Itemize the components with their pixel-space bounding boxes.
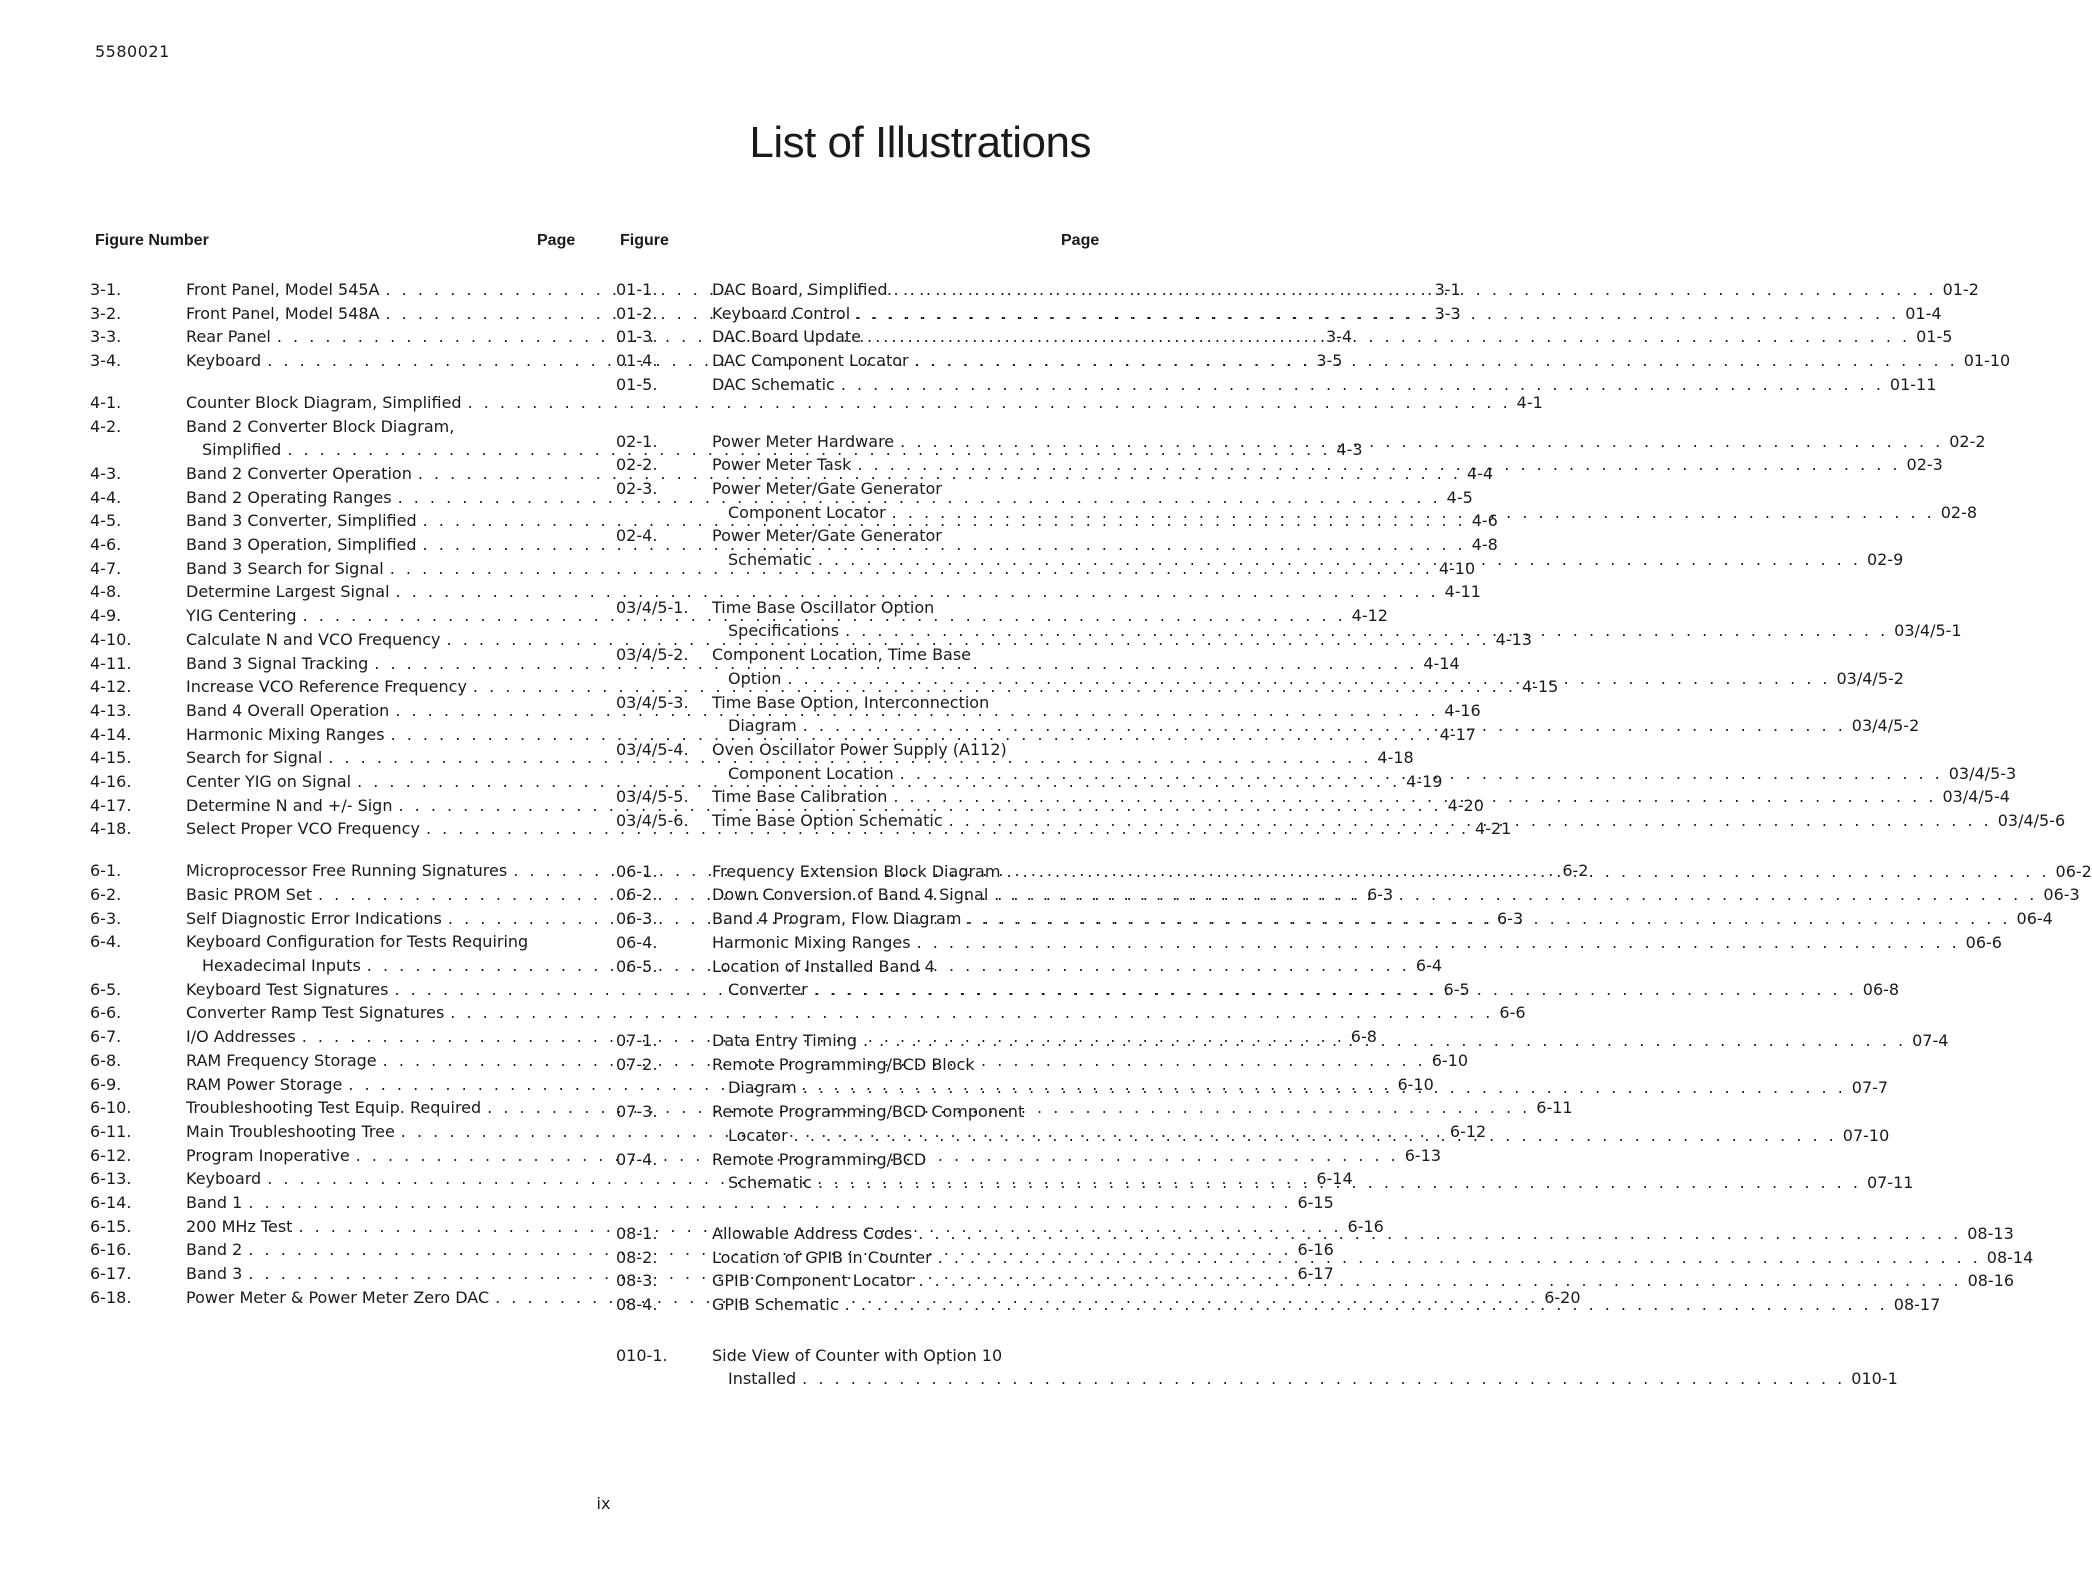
figure-entry bbox=[616, 883, 2080, 907]
figure-number: 06-4. bbox=[616, 932, 658, 952]
figure-number: 3-2. bbox=[90, 303, 122, 323]
figure-title: Band 2 Operating Ranges bbox=[186, 487, 392, 507]
figure-entry bbox=[616, 860, 2092, 884]
figure-title: Data Entry Timing bbox=[712, 1030, 857, 1050]
entry-line bbox=[616, 477, 1098, 501]
figure-page: 6-20 bbox=[1544, 1287, 1581, 1307]
figure-number: 4-6. bbox=[90, 535, 122, 555]
figure-page: 4-17 bbox=[1439, 724, 1476, 744]
entry-line bbox=[616, 1148, 1098, 1172]
entry-line bbox=[90, 1191, 1334, 1215]
entry-line bbox=[616, 907, 2053, 931]
entry-line bbox=[616, 643, 1098, 667]
figure-number: 4-2. bbox=[90, 416, 122, 436]
figure-title: Keyboard bbox=[186, 351, 262, 371]
figure-title: Band 2 Converter Operation bbox=[186, 463, 412, 483]
figure-number: 08-4. bbox=[616, 1295, 658, 1315]
figure-title: Band 3 bbox=[186, 1264, 243, 1284]
figure-title: Specifications bbox=[728, 621, 840, 641]
figure-page: 4-21 bbox=[1475, 819, 1512, 839]
figure-number: 03/4/5-5. bbox=[616, 787, 689, 807]
figure-number: 06-1. bbox=[616, 861, 658, 881]
figure-page: 4-18 bbox=[1377, 748, 1414, 768]
figure-page: 08-13 bbox=[1967, 1223, 2014, 1243]
figure-title: Remote Programming/BCD Block bbox=[712, 1054, 975, 1074]
figure-title: Program Inoperative bbox=[186, 1145, 350, 1165]
figure-title: Component Location, Time Base bbox=[712, 645, 972, 665]
figure-title: Option bbox=[728, 668, 782, 688]
figure-page: 6-13 bbox=[1404, 1145, 1442, 1165]
entry-line bbox=[616, 691, 1098, 715]
figure-title: DAC Schematic bbox=[712, 374, 835, 394]
figure-number: 6-14. bbox=[90, 1193, 132, 1213]
figure-number: 4-18. bbox=[90, 819, 132, 839]
figure-page: 07-4 bbox=[1912, 1030, 1949, 1050]
dot-leader bbox=[949, 809, 1992, 833]
entry-line bbox=[616, 738, 1098, 762]
figure-page: 02-2 bbox=[1949, 431, 1986, 451]
figure-title: Harmonic Mixing Ranges bbox=[186, 724, 385, 744]
dot-leader bbox=[1006, 860, 2049, 884]
figure-page: 08-14 bbox=[1986, 1247, 2034, 1267]
dot-leader bbox=[818, 1171, 1861, 1195]
figure-number: 07-1. bbox=[616, 1030, 658, 1050]
figure-page: 4-14 bbox=[1423, 653, 1460, 673]
figure-title: Harmonic Mixing Ranges bbox=[712, 932, 911, 952]
figure-page: 6-3 bbox=[1496, 908, 1524, 928]
figure-group bbox=[616, 860, 2092, 1002]
figure-title: Time Base Option Schematic bbox=[712, 811, 943, 831]
figure-title: Keyboard Test Signatures bbox=[186, 979, 389, 999]
figure-page: 6-3 bbox=[1367, 884, 1394, 904]
figure-page: 4-5 bbox=[1446, 487, 1473, 507]
figure-title: Simplified bbox=[202, 440, 282, 460]
figure-number: 4-14. bbox=[90, 724, 132, 744]
figure-page: 6-10 bbox=[1431, 1050, 1469, 1070]
figure-number: 02-3. bbox=[616, 478, 658, 498]
figure-page: 03/4/5-4 bbox=[1942, 787, 2010, 807]
figure-title: Allowable Address Codes bbox=[712, 1223, 913, 1243]
figure-number: 02-2. bbox=[616, 455, 658, 475]
figure-number: 6-18. bbox=[90, 1287, 132, 1307]
figure-title: Band 4 Overall Operation bbox=[186, 700, 390, 720]
figure-title: RAM Frequency Storage bbox=[186, 1050, 377, 1070]
figure-title: Select Proper VCO Frequency bbox=[186, 819, 420, 839]
dot-leader bbox=[967, 907, 2010, 931]
figure-page: 4-15 bbox=[1522, 677, 1559, 697]
figure-title: Basic PROM Set bbox=[186, 884, 312, 904]
figure-entry bbox=[616, 373, 1937, 397]
figure-title: Microprocessor Free Running Signatures bbox=[186, 861, 508, 881]
figure-title: Power Meter Task bbox=[712, 455, 852, 475]
entry-line bbox=[616, 596, 1098, 620]
figure-title: Side View of Counter with Option 10 bbox=[712, 1345, 1003, 1365]
figure-title: DAC Board Update bbox=[712, 327, 862, 347]
dot-leader bbox=[814, 978, 1857, 1002]
figure-page: 6-5 bbox=[1443, 979, 1470, 999]
dot-leader bbox=[917, 931, 1960, 955]
figure-page: 6-15 bbox=[1297, 1193, 1334, 1213]
figure-title: Converter bbox=[728, 980, 808, 1000]
figure-page: 03/4/5-2 bbox=[1836, 668, 1904, 688]
figure-page: 6-16 bbox=[1297, 1240, 1334, 1260]
figure-title: Keyboard Configuration for Tests Requiring bbox=[186, 932, 529, 952]
figure-number: 03/4/5-2. bbox=[616, 645, 689, 665]
figure-number: 6-7. bbox=[90, 1027, 122, 1047]
figure-page: 06-3 bbox=[2043, 885, 2080, 905]
figure-page: 01-2 bbox=[1942, 280, 1979, 299]
entry-line bbox=[616, 1053, 1098, 1077]
figure-entry bbox=[90, 580, 1481, 604]
dot-leader bbox=[803, 714, 1846, 738]
figure-title: Location of Installed Band 4 bbox=[712, 956, 935, 976]
entry-line bbox=[616, 883, 2080, 907]
figure-page: 3-1 bbox=[1434, 280, 1461, 299]
dot-leader bbox=[994, 883, 2037, 907]
figure-title: Converter Ramp Test Signatures bbox=[186, 1003, 445, 1023]
figure-page: 4-13 bbox=[1495, 629, 1532, 649]
figure-title: Power Meter & Power Meter Zero DAC bbox=[186, 1287, 490, 1307]
figure-number: 6-3. bbox=[90, 908, 122, 928]
figure-title: Remote Programming/BCD Component bbox=[712, 1102, 1025, 1122]
figure-number: 01-2. bbox=[616, 303, 658, 323]
figure-number: 3-4. bbox=[90, 351, 122, 371]
figure-number: 4-7. bbox=[90, 558, 122, 578]
figure-page: 4-11 bbox=[1444, 582, 1481, 602]
figure-page: 01-11 bbox=[1889, 374, 1937, 394]
figure-page: 6-4 bbox=[1415, 955, 1443, 975]
figure-title: Locator bbox=[728, 1125, 788, 1145]
figure-number: 6-6. bbox=[90, 1003, 122, 1023]
figure-title: YIG Centering bbox=[186, 606, 297, 626]
figure-number: 4-1. bbox=[90, 392, 122, 412]
figure-number: 6-11. bbox=[90, 1121, 132, 1141]
figure-page: 03/4/5-3 bbox=[1948, 763, 2017, 783]
figure-title: Band 4 Program, Flow Diagram bbox=[712, 909, 962, 929]
figure-title: DAC Board, Simplified bbox=[712, 280, 888, 299]
figure-title: Keyboard Control bbox=[712, 303, 851, 323]
dot-leader bbox=[900, 762, 1943, 786]
figure-title: Self Diagnostic Error Indications bbox=[186, 908, 442, 928]
figure-number: 6-2. bbox=[90, 884, 122, 904]
figure-page: 6-11 bbox=[1536, 1098, 1573, 1118]
dot-leader bbox=[856, 302, 1899, 326]
figure-title: Front Panel, Model 545A bbox=[186, 280, 380, 299]
entry-line bbox=[616, 1367, 1898, 1391]
left-figure-header: Figure Number bbox=[95, 232, 209, 249]
figure-title: Time Base Oscillator Option bbox=[712, 597, 935, 617]
figure-page: 07-10 bbox=[1842, 1125, 1890, 1145]
dot-leader bbox=[915, 349, 1958, 373]
figure-page: 4-4 bbox=[1466, 463, 1494, 483]
dot-leader bbox=[900, 430, 1943, 454]
figure-page: 4-6 bbox=[1471, 511, 1498, 531]
figure-number: 6-17. bbox=[90, 1264, 132, 1284]
figure-entry bbox=[90, 1001, 1526, 1025]
figure-title: Main Troubleshooting Tree bbox=[186, 1121, 395, 1141]
figure-entry bbox=[616, 1344, 1898, 1391]
left-page-header: Page bbox=[537, 232, 576, 249]
dot-leader bbox=[845, 619, 1888, 643]
figure-number: 6-9. bbox=[90, 1074, 122, 1094]
figure-number: 01-3. bbox=[616, 327, 658, 347]
entry-line bbox=[90, 1001, 1526, 1025]
figure-number: 07-4. bbox=[616, 1149, 658, 1169]
figure-number: 4-10. bbox=[90, 629, 132, 649]
figure-title: Band 2 bbox=[186, 1240, 243, 1260]
figure-number: 4-15. bbox=[90, 748, 132, 768]
figure-page: 3-5 bbox=[1316, 351, 1343, 371]
figure-title: Diagram bbox=[728, 1078, 797, 1098]
figure-title: RAM Power Storage bbox=[186, 1074, 343, 1094]
figure-page: 3-3 bbox=[1434, 303, 1461, 323]
figure-page: 4-19 bbox=[1406, 772, 1443, 792]
figure-title: Frequency Extension Block Diagram bbox=[712, 861, 1001, 881]
figure-title: Band 1 bbox=[186, 1193, 243, 1213]
figure-page: 010-1 bbox=[1851, 1369, 1898, 1389]
figure-entry bbox=[90, 1191, 1334, 1215]
figure-title: DAC Component Locator bbox=[712, 351, 909, 371]
figure-page: 6-6 bbox=[1499, 1003, 1526, 1023]
figure-number: 03/4/5-3. bbox=[616, 692, 689, 712]
entry-line bbox=[90, 580, 1481, 604]
figure-title: Oven Oscillator Power Supply (A112) bbox=[712, 739, 1007, 759]
dot-leader bbox=[863, 1029, 1906, 1053]
figure-entry bbox=[90, 391, 1543, 415]
figure-number: 06-3. bbox=[616, 909, 658, 929]
figure-number: 4-3. bbox=[90, 463, 122, 483]
entry-line bbox=[616, 860, 2092, 884]
page-title: List of Illustrations bbox=[749, 118, 1091, 167]
figure-page: 6-17 bbox=[1297, 1264, 1334, 1284]
figure-page: 01-10 bbox=[1963, 351, 2011, 371]
right-page-header: Page bbox=[1061, 232, 1100, 249]
figure-number: 06-2. bbox=[616, 885, 658, 905]
figure-title: Front Panel, Model 548A bbox=[186, 303, 380, 323]
figure-page: 06-8 bbox=[1862, 980, 1900, 1000]
figure-number: 07-2. bbox=[616, 1054, 658, 1074]
dot-leader bbox=[938, 1246, 1981, 1270]
entry-line bbox=[90, 391, 1543, 415]
figure-number: 6-4. bbox=[90, 932, 122, 952]
figure-number: 4-5. bbox=[90, 511, 122, 531]
figure-page: 6-2 bbox=[1562, 861, 1589, 881]
figure-title: I/O Addresses bbox=[186, 1027, 296, 1047]
figure-page: 4-10 bbox=[1438, 558, 1476, 578]
dot-leader bbox=[918, 1222, 1961, 1246]
figure-page: 4-3 bbox=[1336, 440, 1363, 460]
dot-leader bbox=[845, 1293, 1888, 1317]
figure-number: 010-1. bbox=[616, 1345, 668, 1365]
figure-page: 6-12 bbox=[1449, 1121, 1487, 1141]
figure-page: 3-4 bbox=[1325, 327, 1353, 347]
dot-leader bbox=[802, 1367, 1845, 1391]
figure-title: 200 MHz Test bbox=[186, 1216, 293, 1236]
figure-title: Calculate N and VCO Frequency bbox=[186, 629, 441, 649]
figure-title: Installed bbox=[728, 1369, 797, 1389]
entry-line bbox=[616, 955, 1098, 979]
figure-title: GPIB Schematic bbox=[712, 1295, 839, 1315]
figure-number: 4-13. bbox=[90, 700, 132, 720]
dot-leader bbox=[818, 548, 1861, 572]
dot-leader bbox=[794, 1124, 1837, 1148]
figure-title: Center YIG on Signal bbox=[186, 772, 352, 792]
figure-entry bbox=[616, 907, 2053, 931]
figure-number: 3-3. bbox=[90, 327, 122, 347]
figure-title: Band 3 Converter, Simplified bbox=[186, 511, 417, 531]
figure-number: 07-3. bbox=[616, 1102, 658, 1122]
figure-number: 6-5. bbox=[90, 979, 122, 999]
figure-number: 01-4. bbox=[616, 351, 658, 371]
figure-title: Power Meter/Gate Generator bbox=[712, 478, 942, 498]
figure-title: Determine Largest Signal bbox=[186, 582, 390, 602]
dot-leader bbox=[893, 278, 1936, 302]
figure-number: 3-1. bbox=[90, 280, 122, 299]
figure-page: 02-9 bbox=[1866, 550, 1904, 570]
figure-title: Power Meter/Gate Generator bbox=[712, 526, 942, 546]
figure-page: 6-16 bbox=[1347, 1216, 1384, 1236]
figure-number: 02-1. bbox=[616, 431, 658, 451]
entry-line bbox=[90, 415, 574, 439]
figure-page: 6-8 bbox=[1350, 1027, 1377, 1047]
figure-page: 06-4 bbox=[2016, 909, 2053, 929]
figure-number: 6-16. bbox=[90, 1240, 132, 1260]
figure-number: 08-2. bbox=[616, 1247, 658, 1267]
figure-number: 6-15. bbox=[90, 1216, 132, 1236]
figure-title: Schematic bbox=[728, 1173, 812, 1193]
entry-line bbox=[616, 1100, 1098, 1124]
entry-line bbox=[616, 1344, 1098, 1368]
figure-page: 02-3 bbox=[1906, 455, 1943, 475]
entry-line bbox=[616, 373, 1937, 397]
figure-number: 6-13. bbox=[90, 1169, 132, 1189]
figure-page: 4-16 bbox=[1444, 700, 1481, 720]
figure-number: 4-16. bbox=[90, 772, 132, 792]
figure-number: 6-8. bbox=[90, 1050, 122, 1070]
figure-title: Rear Panel bbox=[186, 327, 271, 347]
figure-number: 6-10. bbox=[90, 1098, 132, 1118]
figure-title: Keyboard bbox=[186, 1169, 262, 1189]
figure-title: Down Conversion of Band 4 Signal bbox=[712, 885, 989, 905]
figure-number: 4-17. bbox=[90, 795, 132, 815]
figure-number: 03/4/5-6. bbox=[616, 811, 689, 831]
figure-number: 4-4. bbox=[90, 487, 122, 507]
figure-number: 03/4/5-4. bbox=[616, 739, 689, 759]
dot-leader bbox=[892, 501, 1935, 525]
entry-line bbox=[616, 524, 1098, 548]
figure-page: 03/4/5-6 bbox=[1997, 811, 2066, 831]
figure-title: Determine N and +/- Sign bbox=[186, 795, 393, 815]
figure-title: Time Base Option, Interconnection bbox=[712, 692, 990, 712]
figure-title: Time Base Calibration bbox=[712, 787, 888, 807]
figure-number: 4-12. bbox=[90, 677, 132, 697]
right-figure-header: Figure bbox=[620, 232, 669, 249]
figure-number: 01-1. bbox=[616, 280, 658, 299]
figure-page: 08-17 bbox=[1893, 1295, 1941, 1315]
figure-page: 08-16 bbox=[1967, 1271, 2015, 1291]
figure-number: 4-8. bbox=[90, 582, 122, 602]
entry-line bbox=[90, 930, 574, 954]
figure-page: 6-10 bbox=[1397, 1074, 1434, 1094]
figure-number: 6-12. bbox=[90, 1145, 132, 1165]
figure-title: Hexadecimal Inputs bbox=[202, 955, 361, 975]
figure-title: Schematic bbox=[728, 550, 812, 570]
figure-page: 01-4 bbox=[1905, 303, 1942, 323]
figure-page: 01-5 bbox=[1916, 327, 1953, 347]
figure-title: GPIB Component Locator bbox=[712, 1271, 913, 1291]
figure-title: Band 2 Converter Block Diagram, bbox=[186, 416, 455, 436]
figure-title: Increase VCO Reference Frequency bbox=[186, 677, 467, 697]
figure-title: Band 3 Signal Tracking bbox=[186, 653, 369, 673]
document-number: 5580021 bbox=[95, 42, 170, 61]
figure-page: 02-8 bbox=[1940, 502, 1978, 522]
figure-page: 4-20 bbox=[1447, 795, 1484, 815]
figure-title: Search for Signal bbox=[186, 748, 323, 768]
dot-leader bbox=[803, 1076, 1846, 1100]
figure-page: 4-1 bbox=[1516, 392, 1543, 412]
dot-leader bbox=[857, 453, 1900, 477]
figure-page: 07-7 bbox=[1851, 1078, 1889, 1098]
figure-title: Band 3 Operation, Simplified bbox=[186, 535, 417, 555]
dot-leader bbox=[893, 785, 1936, 809]
figure-page: 6-14 bbox=[1316, 1169, 1353, 1189]
dot-leader bbox=[841, 373, 1884, 397]
figure-page: 03/4/5-1 bbox=[1894, 621, 1962, 641]
figure-page: 06-2 bbox=[2055, 861, 2092, 881]
figure-title: Power Meter Hardware bbox=[712, 431, 895, 451]
entry-line bbox=[616, 931, 2002, 955]
figure-title: Diagram bbox=[728, 716, 797, 736]
figure-number: 03/4/5-1. bbox=[616, 597, 689, 617]
figure-number: 4-11. bbox=[90, 653, 132, 673]
figure-number: 6-1. bbox=[90, 861, 122, 881]
figure-entry bbox=[616, 931, 2002, 955]
figure-number: 08-3. bbox=[616, 1271, 658, 1291]
figure-title: Band 3 Search for Signal bbox=[186, 558, 384, 578]
page-number: ix bbox=[596, 1494, 611, 1513]
figure-page: 4-8 bbox=[1471, 535, 1498, 555]
figure-title: Location of GPIB in Counter bbox=[712, 1247, 932, 1267]
figure-page: 4-12 bbox=[1351, 606, 1388, 626]
figure-title: Counter Block Diagram, Simplified bbox=[186, 392, 462, 412]
figure-page: 06-6 bbox=[1965, 932, 2002, 952]
figure-group bbox=[616, 1344, 1898, 1391]
figure-title: Component Location bbox=[728, 763, 894, 783]
dot-leader bbox=[867, 325, 1910, 349]
figure-title: Remote Programming/BCD bbox=[712, 1149, 927, 1169]
figure-page: 03/4/5-2 bbox=[1851, 716, 1920, 736]
figure-number: 4-9. bbox=[90, 606, 122, 626]
figure-number: 08-1. bbox=[616, 1223, 658, 1243]
dot-leader bbox=[787, 667, 1830, 691]
dot-leader bbox=[918, 1269, 1961, 1293]
figure-title: Component Locator bbox=[728, 502, 886, 522]
figure-page: 07-11 bbox=[1866, 1173, 1914, 1193]
figure-title: Troubleshooting Test Equip. Required bbox=[186, 1098, 482, 1118]
figure-number: 02-4. bbox=[616, 526, 658, 546]
figure-number: 06-5. bbox=[616, 956, 658, 976]
figure-number: 01-5. bbox=[616, 374, 658, 394]
